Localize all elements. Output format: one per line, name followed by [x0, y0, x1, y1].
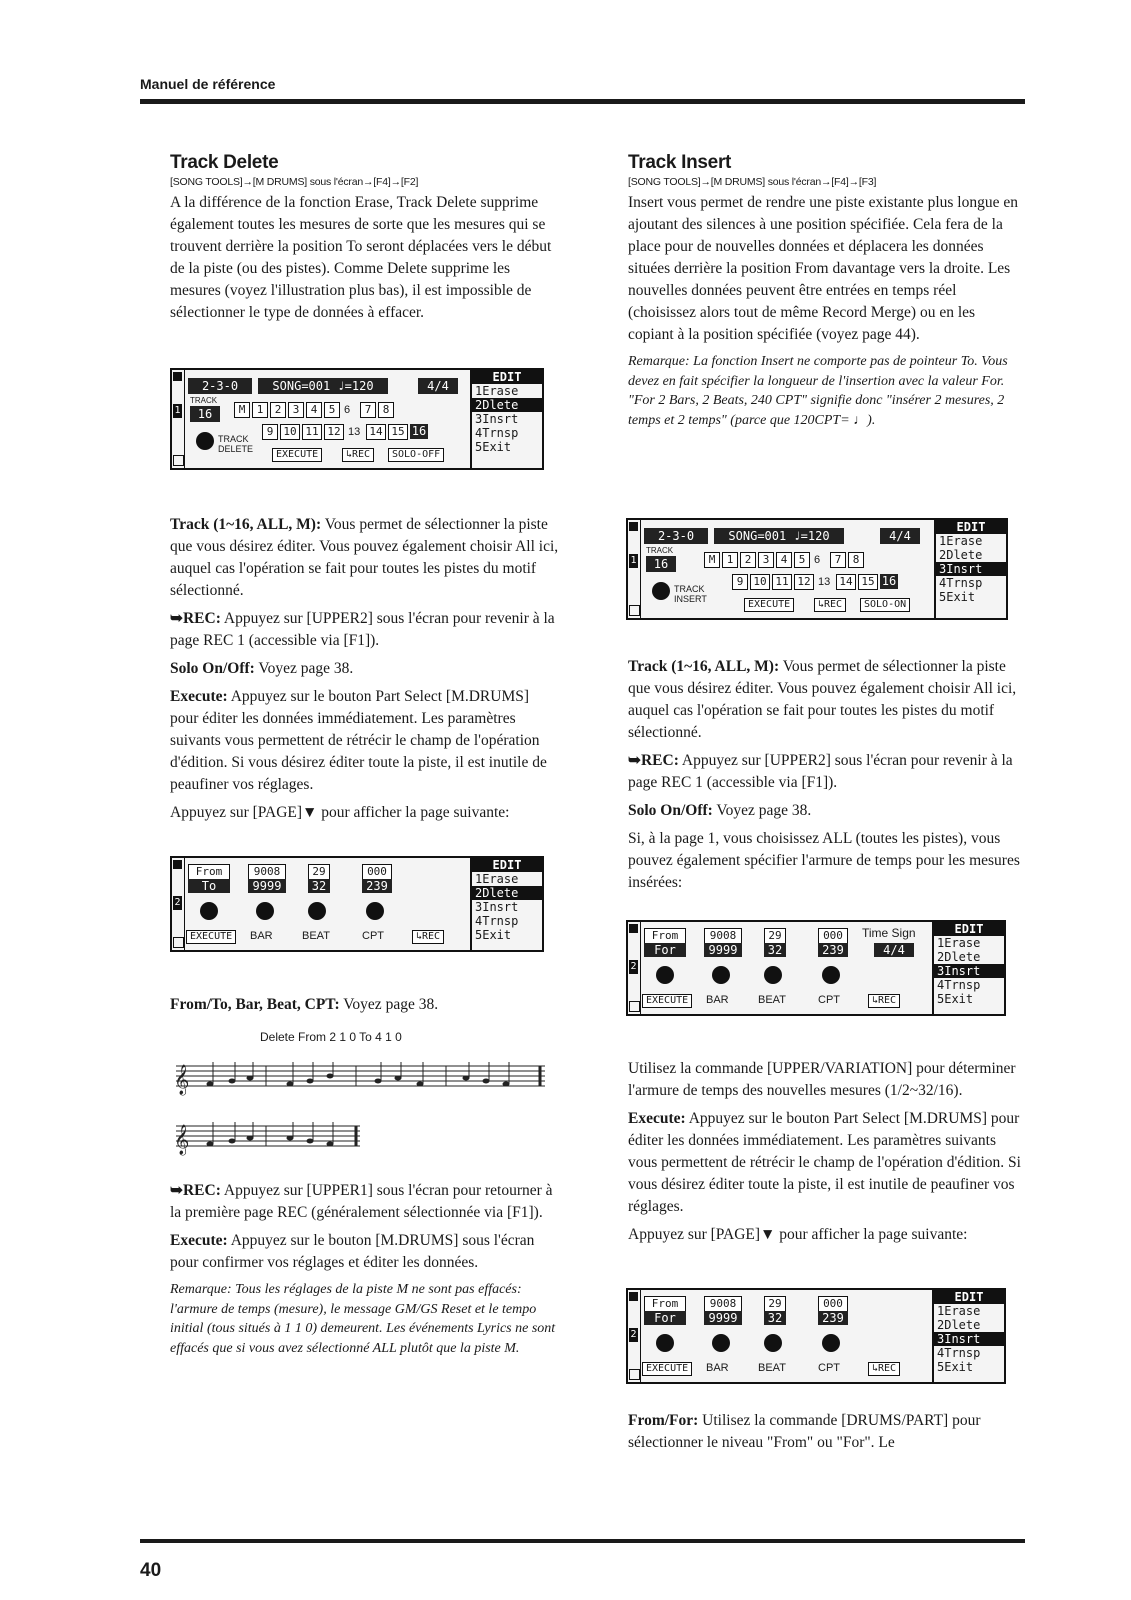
from-cpt[interactable]: 000	[818, 928, 848, 944]
svg-text:𝄞: 𝄞	[174, 1065, 190, 1095]
fromfor-text: Utilisez la commande [DRUMS/PART] pour sélectionner le niveau "From" ou "For". Le	[628, 1412, 981, 1451]
track-box-14[interactable]: 14	[836, 574, 856, 590]
all-tracks-text: Si, à la page 1, vous choisissez ALL (toutes les pistes), vous pouvez également spécifier l'armure de temps pour les mesures insérées:	[628, 830, 1020, 891]
from-label: From	[644, 928, 686, 944]
track-insert-label: TRACK INSERT	[674, 584, 707, 604]
down-arrow-icon	[629, 605, 640, 616]
track-box-5[interactable]: 5	[324, 402, 340, 418]
lcd-insert-range	[626, 1288, 1006, 1384]
from-cpt[interactable]: 000	[362, 864, 392, 880]
rec-button[interactable]: ↳REC	[868, 1362, 900, 1376]
cpt-label: CPT	[818, 994, 840, 1006]
track-box-14[interactable]: 14	[366, 424, 386, 440]
menu-erase[interactable]: 1Erase	[937, 936, 981, 950]
dial-icon	[822, 966, 840, 984]
menu-erase[interactable]: 1Erase	[475, 384, 519, 398]
track-delete-label: TRACK DELETE	[218, 434, 254, 454]
lcd-track-delete	[170, 368, 544, 470]
from-beat[interactable]: 29	[308, 864, 330, 880]
track-box-11[interactable]: 11	[302, 424, 322, 440]
dial-icon	[656, 1334, 674, 1352]
side-page-number: 2	[630, 1329, 637, 1340]
page-instruction: Appuyez sur [PAGE]▼ pour afficher la page suivante:	[628, 1226, 968, 1243]
menu-transpose[interactable]: 4Trnsp	[939, 576, 983, 590]
fromfor-term: From/For:	[628, 1412, 699, 1429]
track-box-15[interactable]: 15	[858, 574, 878, 590]
rec-button[interactable]: ↳REC	[868, 994, 900, 1008]
track-term: Track (1~16, ALL, M):	[170, 516, 322, 533]
menu-insert[interactable]: 3Insrt	[475, 900, 519, 914]
dial-icon	[256, 902, 274, 920]
track-box-4[interactable]: 4	[306, 402, 322, 418]
edit-menu	[932, 922, 1004, 1014]
beat-label: BEAT	[302, 930, 330, 942]
up-arrow-icon	[173, 860, 182, 869]
track-box-11[interactable]: 11	[772, 574, 792, 590]
header-rule	[140, 99, 1025, 104]
menu-erase[interactable]: 1Erase	[939, 534, 983, 548]
down-arrow-icon	[173, 455, 184, 466]
track-term: Track (1~16, ALL, M):	[628, 658, 780, 675]
menu-delete[interactable]: 2Dlete	[472, 886, 542, 900]
right-column-4	[628, 1410, 1023, 1460]
side-page-number: 2	[174, 897, 181, 908]
edit-menu	[934, 520, 1006, 618]
solo-button[interactable]: SOLO-OFF	[388, 448, 444, 462]
edit-menu	[932, 1290, 1004, 1382]
menu-exit[interactable]: 5Exit	[937, 992, 974, 1006]
track-box-4[interactable]: 4	[776, 552, 792, 568]
from-bar[interactable]: 9008	[248, 864, 286, 880]
execute-button[interactable]: EXECUTE	[186, 930, 236, 944]
edit-menu	[470, 370, 542, 468]
fromfor-param	[628, 1410, 1023, 1454]
time-signature: 4/4	[880, 528, 920, 544]
time-sign-label: Time Sign	[862, 926, 916, 940]
right-column-3	[628, 1058, 1023, 1252]
side-page-number: 1	[174, 405, 181, 416]
execute2-term: Execute:	[170, 1232, 228, 1249]
footer-rule	[140, 1539, 1025, 1543]
track-label: TRACK	[190, 396, 218, 405]
menu-erase[interactable]: 1Erase	[937, 1304, 981, 1318]
menu-exit[interactable]: 5Exit	[475, 928, 512, 942]
to-bar[interactable]: 9999	[248, 879, 286, 893]
track-13: 13	[348, 426, 361, 438]
track-box-15[interactable]: 15	[388, 424, 408, 440]
down-arrow-icon	[629, 1369, 640, 1380]
dial-icon	[764, 966, 782, 984]
track-box-8[interactable]: 8	[378, 402, 394, 418]
track-box-m[interactable]: M	[234, 402, 250, 418]
track-insert-heading: Track Insert	[628, 152, 732, 173]
upper-variation-text: Utilisez la commande [UPPER/VARIATION] pour déterminer l'armure de temps des nouvelles mesures (1/2~32/16).	[628, 1060, 1016, 1099]
dial-icon	[656, 966, 674, 984]
menu-transpose[interactable]: 4Trnsp	[937, 1346, 981, 1360]
lcd-delete-range	[170, 856, 544, 952]
left-column	[170, 152, 560, 330]
edit-menu	[470, 858, 542, 950]
execute2-param	[170, 1230, 560, 1274]
track-param	[170, 514, 560, 602]
solo-term: Solo On/Off:	[170, 660, 255, 677]
left-column-2	[170, 514, 560, 830]
fromto-block	[170, 994, 560, 1022]
solo-param	[628, 800, 1023, 822]
rec-param	[170, 608, 560, 652]
menu-exit[interactable]: 5Exit	[475, 440, 512, 454]
menu-insert[interactable]: 3Insrt	[934, 1332, 1004, 1346]
track-6: 6	[344, 404, 351, 416]
execute-param	[170, 686, 560, 796]
track-13: 13	[818, 576, 831, 588]
track-box-m[interactable]: M	[704, 552, 720, 568]
page-number: 40	[140, 1560, 162, 1581]
track-box-12[interactable]: 12	[794, 574, 814, 590]
rec-text: Appuyez sur [UPPER2] sous l'écran pour revenir à la page REC 1 (accessible via [F1]).	[628, 752, 1013, 791]
from-label: From	[188, 864, 230, 880]
down-arrow-icon	[173, 937, 184, 948]
track-number: 16	[190, 406, 220, 422]
track-text: Vous permet de sélectionner la piste que vous désirez éditer. Vous pouvez également choisir All ici, auquel cas l'opération se fait pour toutes les pistes du motif sélectionné.	[170, 516, 559, 599]
menu-delete[interactable]: 2Dlete	[937, 950, 981, 964]
bar-label: BAR	[706, 994, 729, 1006]
track-box-1[interactable]: 1	[252, 402, 268, 418]
solo-text: Voyez page 38.	[712, 802, 812, 819]
track-box-9[interactable]: 9	[732, 574, 748, 590]
execute-text: Appuyez sur le bouton Part Select [M.DRUMS] pour éditer les données immédiatement. Les paramètres suivants vous permettent de rétrécir le champ de l'opération d'édition. Si vous désirez éditer toute la piste, il est inutile de peaufiner vos réglages.	[170, 688, 547, 793]
dial-icon	[822, 1334, 840, 1352]
track-box-3[interactable]: 3	[288, 402, 304, 418]
fromto-term: From/To, Bar, Beat, CPT:	[170, 996, 340, 1013]
menu-title: EDIT	[472, 370, 542, 384]
execute-param	[628, 1108, 1023, 1218]
track-box-2[interactable]: 2	[740, 552, 756, 568]
track-box-2[interactable]: 2	[270, 402, 286, 418]
track-number: 16	[646, 556, 676, 572]
menu-delete[interactable]: 2Dlete	[472, 398, 542, 412]
svg-text:𝄞: 𝄞	[174, 1125, 190, 1155]
rec-term: ➥REC:	[170, 610, 221, 627]
track-box-3[interactable]: 3	[758, 552, 774, 568]
for-cpt[interactable]: 239	[818, 943, 848, 957]
from-cpt[interactable]: 000	[818, 1296, 848, 1312]
rec-term: ➥REC:	[628, 752, 679, 769]
right-note: Remarque: La fonction Insert ne comporte pas de pointeur To. Vous devez en fait spécifier la longueur de l'insertion avec la valeur For. "For 2 Bars, 2 Beats, 240 CPT" signifie donc "insérer 2 mesures, 2 temps et 2 temps" (parce que 120CPT= ♩).	[628, 354, 1008, 428]
track-label: TRACK	[646, 546, 674, 555]
execute-text: Appuyez sur le bouton Part Select [M.DRUMS] pour éditer les données immédiatement. Les paramètres suivants vous permettent de rétrécir le champ de l'opération d'édition. Si vous désirez éditer toute la piste, il est inutile de peaufiner vos réglages.	[628, 1110, 1021, 1215]
bar-position: 2-3-0	[188, 378, 252, 394]
for-cpt[interactable]: 239	[818, 1311, 848, 1325]
dial-icon	[196, 432, 214, 450]
cpt-label: CPT	[818, 1362, 840, 1374]
track-box-1[interactable]: 1	[722, 552, 738, 568]
from-beat[interactable]: 29	[764, 928, 786, 944]
track-text: Vous permet de sélectionner la piste que vous désirez éditer. Vous pouvez également choisir All ici, auquel cas l'opération se fait pour toutes les pistes du motif sélectionné.	[628, 658, 1017, 741]
dial-icon	[764, 1334, 782, 1352]
left-column-3	[170, 1180, 560, 1358]
track-box-12[interactable]: 12	[324, 424, 344, 440]
track-delete-heading: Track Delete	[170, 152, 279, 173]
menu-title: EDIT	[936, 520, 1006, 534]
execute-button[interactable]: EXECUTE	[642, 994, 692, 1008]
for-bar[interactable]: 9999	[704, 1311, 742, 1325]
dial-icon	[366, 902, 384, 920]
song-tempo: SONG=001 ♩=120	[258, 378, 388, 394]
bar-position: 2-3-0	[644, 528, 708, 544]
dial-icon	[200, 902, 218, 920]
song-tempo: SONG=001 ♩=120	[714, 528, 844, 544]
staff-before	[170, 1054, 550, 1100]
menu-insert[interactable]: 3Insrt	[936, 562, 1006, 576]
menu-delete[interactable]: 2Dlete	[939, 548, 983, 562]
track-box-10[interactable]: 10	[280, 424, 300, 440]
menu-insert[interactable]: 3Insrt	[934, 964, 1004, 978]
for-beat[interactable]: 32	[764, 943, 786, 957]
menu-transpose[interactable]: 4Trnsp	[937, 978, 981, 992]
execute-term: Execute:	[628, 1110, 686, 1127]
up-arrow-icon	[629, 924, 638, 933]
track-box-10[interactable]: 10	[750, 574, 770, 590]
menu-exit[interactable]: 5Exit	[937, 1360, 974, 1374]
page-instruction: Appuyez sur [PAGE]▼ pour afficher la page suivante:	[170, 804, 510, 821]
left-note: Remarque: Tous les réglages de la piste M ne sont pas effacés: l'armure de temps (mesure), le message GM/GS Reset et le tempo initial (tous situés à 1 1 0) demeurent. Les événements Lyrics ne sont effacés que si vous avez sélectionné ALL plutôt que la piste M.	[170, 1282, 556, 1356]
from-beat[interactable]: 29	[764, 1296, 786, 1312]
solo-term: Solo On/Off:	[628, 802, 713, 819]
execute-term: Execute:	[170, 688, 228, 705]
from-bar[interactable]: 9008	[704, 928, 742, 944]
dial-icon	[712, 1334, 730, 1352]
track-box-5[interactable]: 5	[794, 552, 810, 568]
down-arrow-icon	[629, 1001, 640, 1012]
track-box-7[interactable]: 7	[830, 552, 846, 568]
bar-label: BAR	[706, 1362, 729, 1374]
for-label: For	[644, 1311, 686, 1325]
menu-title: EDIT	[472, 858, 542, 872]
rec-param	[628, 750, 1023, 794]
track-box-8[interactable]: 8	[848, 552, 864, 568]
track-insert-path: [SONG TOOLS]→[M DRUMS] sous l'écran→[F4]→[F3]	[628, 176, 877, 188]
execute-button[interactable]: EXECUTE	[272, 448, 322, 462]
dial-icon	[652, 582, 670, 600]
for-label: For	[644, 943, 686, 957]
rec-text: Appuyez sur [UPPER2] sous l'écran pour revenir à la page REC 1 (accessible via [F1]).	[170, 610, 555, 649]
to-label: To	[188, 879, 230, 893]
time-sign-value[interactable]: 4/4	[874, 943, 914, 957]
track-6: 6	[814, 554, 821, 566]
beat-label: BEAT	[758, 1362, 786, 1374]
execute2-text: Appuyez sur le bouton [M.DRUMS] sous l'écran pour confirmer vos réglages et éditer les données.	[170, 1232, 535, 1271]
track-insert-intro: Insert vous permet de rendre une piste existante plus longue en ajoutant des silences à une position spécifiée. Cela fera de la place pour de nouvelles données et déplacera les données situées derrière la position From davantage vers la droite. Les nouvelles données peuvent être entrées en temps réel (choisissez alors tout de même Record Merge) ou en les copiant à la position spécifiée (voyez page 44).	[628, 194, 1018, 343]
rec-button[interactable]: ↳REC	[814, 598, 846, 612]
track-delete-path: [SONG TOOLS]→[M DRUMS] sous l'écran→[F4]→[F2]	[170, 176, 419, 188]
running-header: Manuel de référence	[140, 76, 276, 92]
for-bar[interactable]: 9999	[704, 943, 742, 957]
rec-button[interactable]: ↳REC	[412, 930, 444, 944]
solo-param	[170, 658, 560, 680]
lcd-side	[628, 922, 641, 1014]
rec-button[interactable]: ↳REC	[342, 448, 374, 462]
menu-transpose[interactable]: 4Trnsp	[475, 426, 519, 440]
rec2-param	[170, 1180, 560, 1224]
time-signature: 4/4	[418, 378, 458, 394]
bar-label: BAR	[250, 930, 273, 942]
fromto-text: Voyez page 38.	[339, 996, 439, 1013]
rec2-text: Appuyez sur [UPPER1] sous l'écran pour retourner à la première page REC (généralement sélectionnée via [F1]).	[170, 1182, 553, 1221]
lcd-side	[628, 520, 641, 618]
up-arrow-icon	[629, 522, 638, 531]
up-arrow-icon	[629, 1292, 638, 1301]
right-column	[628, 152, 1023, 430]
dial-icon	[308, 902, 326, 920]
track-box-16[interactable]: 16	[411, 424, 427, 438]
from-bar[interactable]: 9008	[704, 1296, 742, 1312]
execute-button[interactable]: EXECUTE	[744, 598, 794, 612]
from-label: From	[644, 1296, 686, 1312]
menu-exit[interactable]: 5Exit	[939, 590, 976, 604]
lcd-track-insert	[626, 518, 1008, 620]
right-column-2	[628, 656, 1023, 900]
solo-text: Voyez page 38.	[254, 660, 354, 677]
menu-insert[interactable]: 3Insrt	[475, 412, 519, 426]
menu-title: EDIT	[934, 1290, 1004, 1304]
lcd-side	[172, 858, 185, 950]
menu-transpose[interactable]: 4Trnsp	[475, 914, 519, 928]
menu-delete[interactable]: 2Dlete	[937, 1318, 981, 1332]
cpt-label: CPT	[362, 930, 384, 942]
fromto-param	[170, 994, 560, 1016]
track-delete-intro: A la différence de la fonction Erase, Track Delete supprime également toutes les mesures de sorte que les mesures qui se trouvent derrière la position To seront déplacées vers le début de la piste (ou des pistes). Comme Delete supprime les mesures (voyez l'illustration plus bas), il est impossible de sélectionner le type de données à effacer.	[170, 194, 552, 321]
lcd-insert-timesig	[626, 920, 1006, 1016]
dial-icon	[712, 966, 730, 984]
track-box-7[interactable]: 7	[360, 402, 376, 418]
menu-title: EDIT	[934, 922, 1004, 936]
track-box-16[interactable]: 16	[881, 574, 897, 588]
lcd-side	[628, 1290, 641, 1382]
staff-after	[170, 1114, 370, 1160]
notation-caption: Delete From 2 1 0 To 4 1 0	[260, 1030, 402, 1044]
to-cpt[interactable]: 239	[362, 879, 392, 893]
rec2-term: ➥REC:	[170, 1182, 221, 1199]
to-beat[interactable]: 32	[308, 879, 330, 893]
side-page-number: 1	[630, 555, 637, 566]
menu-erase[interactable]: 1Erase	[475, 872, 519, 886]
lcd-side	[172, 370, 185, 468]
for-beat[interactable]: 32	[764, 1311, 786, 1325]
execute-button[interactable]: EXECUTE	[642, 1362, 692, 1376]
side-page-number: 2	[630, 961, 637, 972]
up-arrow-icon	[173, 372, 182, 381]
track-box-9[interactable]: 9	[262, 424, 278, 440]
beat-label: BEAT	[758, 994, 786, 1006]
solo-button[interactable]: SOLO-ON	[860, 598, 910, 612]
track-param	[628, 656, 1023, 744]
